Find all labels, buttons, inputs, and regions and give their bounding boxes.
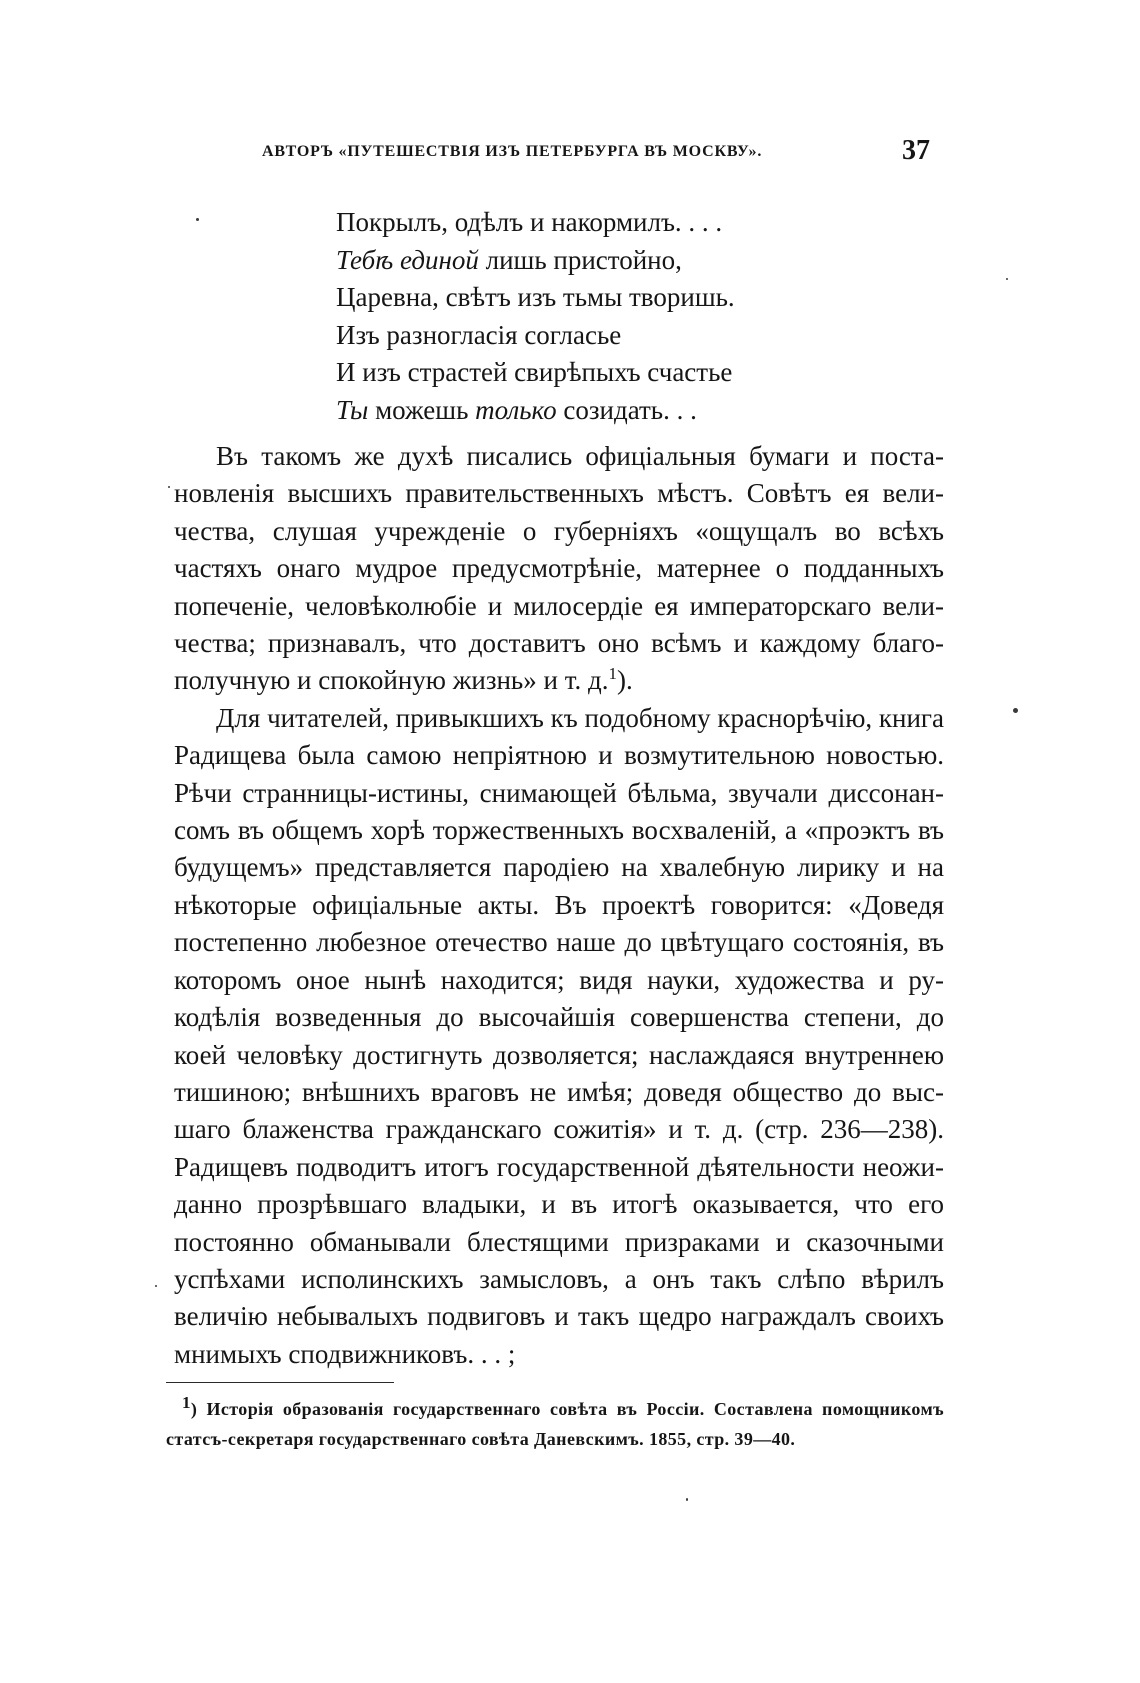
verse-italic-word: Ты [336,394,369,425]
verse-line: Изъ разногласія согласье [336,319,622,350]
verse-quotation [336,204,806,429]
paragraph [174,438,944,700]
verse-line-mid: можешь [368,394,476,425]
paragraph-tail: ). [616,665,633,696]
verse-line: Покрылъ, одѣлъ и накормилъ. . . . [336,207,723,237]
verse-italic-word: только [475,394,557,425]
verse-line: И изъ страстей свирѣпыхъ счастье [336,357,733,387]
paragraph-text: Для читателей, привыкшихъ къ подобному краснорѣчію, книга Радищева была самою непріятною и возмутительною новостью. Рѣчи странницы-истины, снимающей бѣльма, звучали диссонансомъ въ общемъ хорѣ торжественныхъ восхваленій, а «проэктъ въ будущемъ» представляется пародіею на хвалебную лирику и на нѣкоторые офиціальные акты. Въ проектѣ говорится: «Доведя постепенно любезное отечество наше до цвѣтущаго состоянія, въ которомъ оное нынѣ находится; видя науки, художества и рукодѣлія возведенныя до высочайшія совершенства степени, до коей человѣку достигнуть дозволяется; наслаждаяся внутреннею тишиною; внѣшнихъ враговъ не имѣя; доведя общество до высшаго блаженства гражданскаго сожитія» и т. д. (стр. 236—238). Радищевъ подводитъ итогъ государственной дѣятельности неожиданно прозрѣвшаго владыки, и въ итогѣ оказывается, что его постоянно обманывали блестящими призраками и сказочными успѣхами исполинскихъ замысловъ, а онъ такъ слѣпо вѣрилъ величію небывалыхъ подвиговъ и такъ щедро награждалъ своихъ мнимыхъ сподвижниковъ. . . ; [174,702,944,1369]
print-speck [155,1285,157,1287]
paragraph [174,700,944,1373]
verse-line: Царевна, свѣтъ изъ тьмы творишь. [336,282,735,312]
running-title: АВТОРЪ «ПУТЕШЕСТВІЯ ИЗЪ ПЕТЕРБУРГА ВЪ МОСКВУ». [262,143,763,160]
main-text [174,438,944,1373]
verse-italic-phrase: Тебѣ единой [336,244,479,275]
verse-line-rest: созидать. . . [556,394,697,425]
print-speck [1006,278,1008,280]
print-speck [196,218,199,221]
footnote-divider [166,1382,394,1383]
print-speck [1013,708,1018,713]
footnote-marker: 1 [182,1393,191,1412]
page-number: 37 [902,135,930,166]
verse-line-rest: лишь пристойно, [478,244,682,275]
verse-line [336,242,806,280]
footnote-text: ) Исторія образованія государственнаго совѣта въ Россіи. Составлена помощникомъ статсъ-секретаря государственнаго совѣта Даневскимъ. 1855, стр. 39—40. [166,1399,944,1449]
footnote-reference: 1 [608,664,617,684]
print-speck [168,486,170,488]
footnote [166,1394,944,1454]
paragraph-text: Въ такомъ же духѣ писались офиціальныя бумаги и постановленія высшихъ правительственныхъ мѣстъ. Совѣтъ ея величества, слушая учрежденіе о губерніяхъ «ощущалъ во всѣхъ частяхъ онаго мудрое предусмотрѣніе, матернее о подданныхъ попеченіе, человѣколюбіе и милосердіе ея императорскаго величества; признавалъ, что доставитъ оно всѣмъ и каждому благополучную и спокойную жизнь» и т. д. [174,441,944,696]
verse-line [336,392,806,430]
print-speck [686,1498,688,1501]
